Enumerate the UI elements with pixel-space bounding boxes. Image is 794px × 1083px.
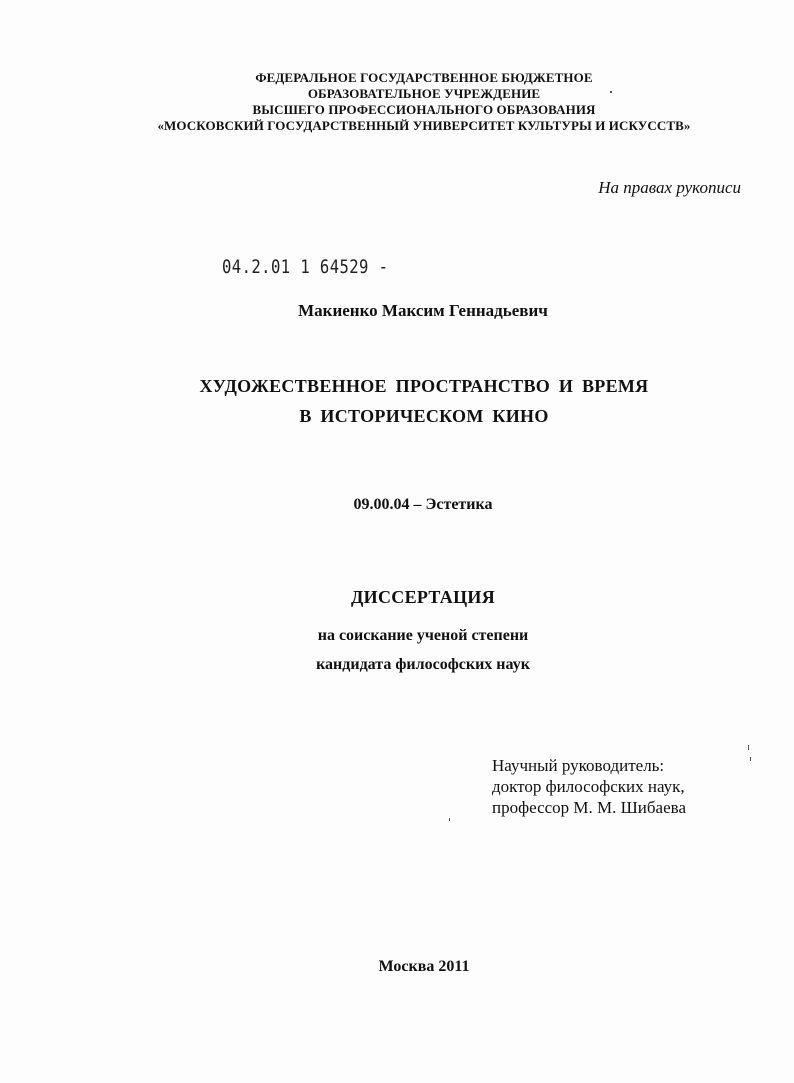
institution-line: ФЕДЕРАЛЬНОЕ ГОСУДАРСТВЕННОЕ БЮДЖЕТНОЕ [255, 70, 593, 85]
dissertation-title [0, 371, 794, 431]
scan-speck [610, 91, 612, 93]
degree-line: кандидата философских наук [316, 656, 530, 673]
author-name: Макиенко Максим Геннадьевич [298, 301, 548, 320]
specialty-code: 09.00.04 – Эстетика [353, 496, 493, 513]
degree-description [0, 621, 794, 679]
registration-stamp-number: 04.2.01 1 64529 - [222, 256, 389, 278]
scan-speck [748, 745, 749, 750]
supervisor-block [492, 755, 686, 818]
institution-line: ВЫСШЕГО ПРОФЕССИОНАЛЬНОГО ОБРАЗОВАНИЯ [252, 102, 596, 117]
title-line: В ИСТОРИЧЕСКОМ КИНО [299, 406, 549, 426]
scan-speck [750, 757, 751, 761]
institution-line: «МОСКОВСКИЙ ГОСУДАРСТВЕННЫЙ УНИВЕРСИТЕТ КУЛЬТУРЫ И ИСКУССТВ» [157, 118, 691, 133]
degree-line: на соискание ученой степени [317, 627, 529, 644]
manuscript-note: На правах рукописи [598, 178, 741, 197]
title-line: ХУДОЖЕСТВЕННОЕ ПРОСТРАНСТВО И ВРЕМЯ [199, 376, 649, 396]
institution-line: ОБРАЗОВАТЕЛЬНОЕ УЧРЕЖДЕНИЕ [307, 86, 541, 101]
institution-header [0, 70, 794, 134]
supervisor-line: доктор философских наук, [492, 777, 685, 796]
city-year: Москва 2011 [378, 958, 470, 975]
work-type-heading: ДИССЕРТАЦИЯ [350, 587, 495, 607]
supervisor-line: Научный руководитель: [492, 756, 665, 775]
supervisor-line: профессор М. М. Шибаева [492, 798, 686, 817]
scan-speck [449, 818, 450, 821]
